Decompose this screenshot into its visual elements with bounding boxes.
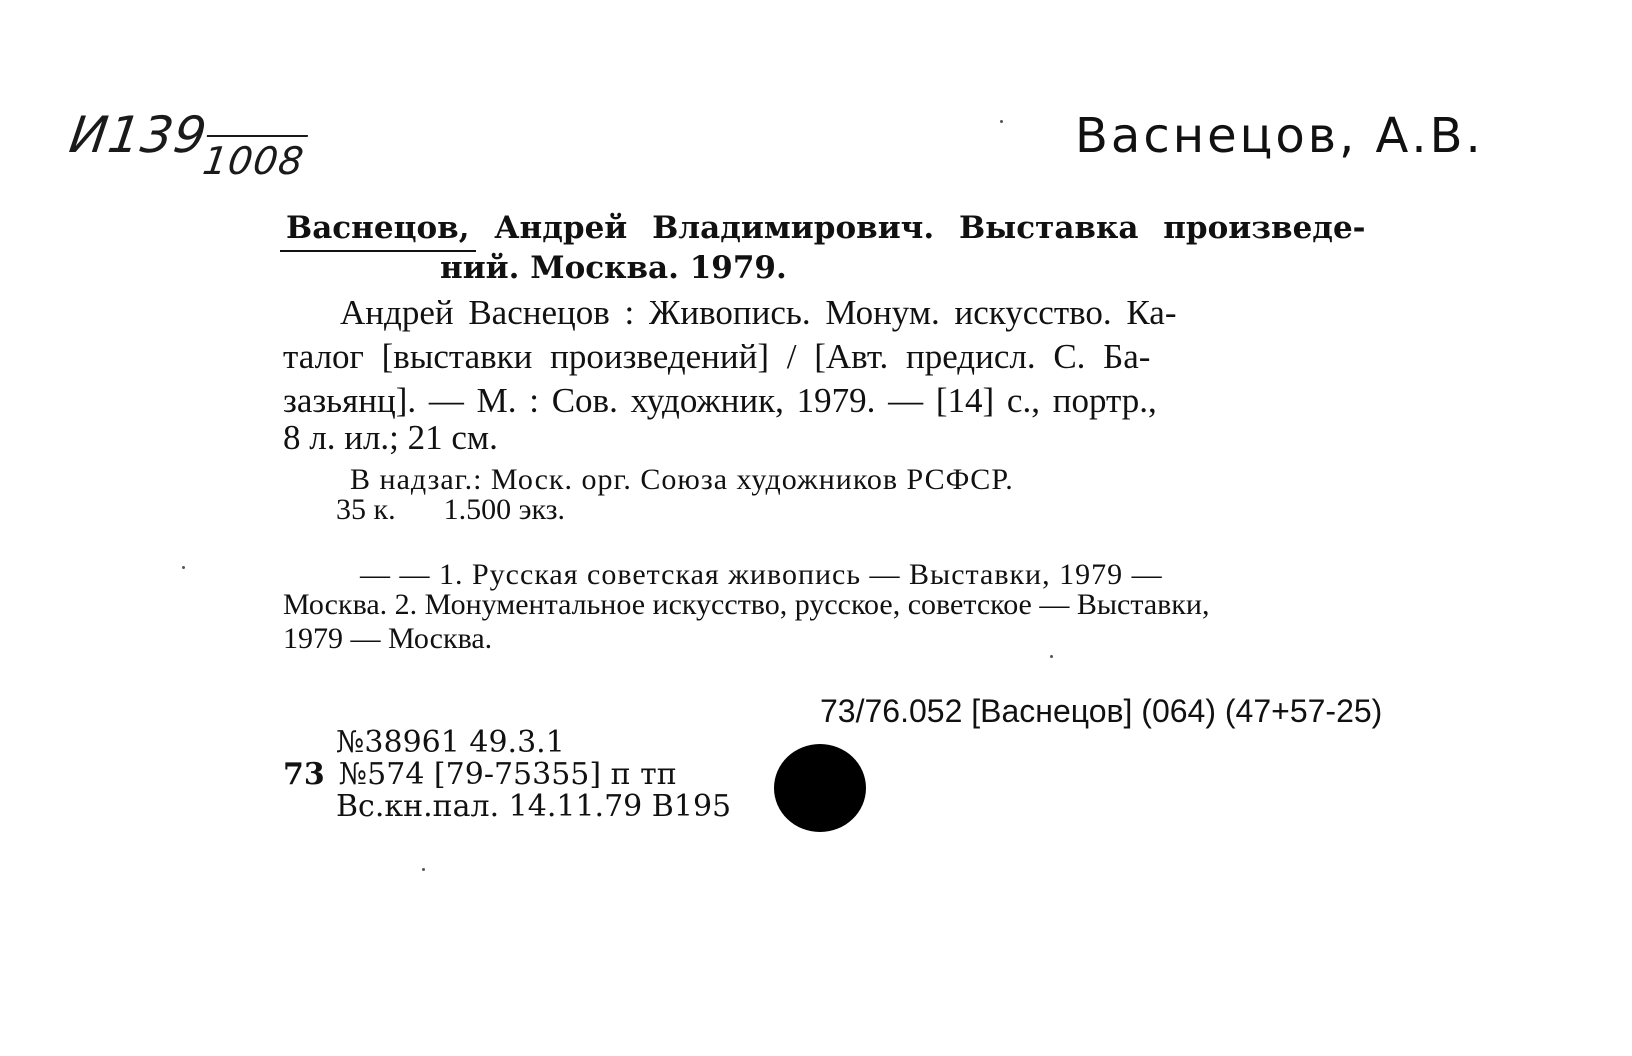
record-line-1: №38961 49.3.1	[336, 725, 565, 760]
record-line-3: Вс.кн.пал. 14.11.79 В195	[336, 789, 732, 824]
heading-author: Васнецов,	[286, 210, 470, 246]
heading-title: Андрей Владимирович. Выставка произведе-	[494, 210, 1366, 246]
copies: 1.500 экз.	[443, 493, 565, 526]
heading-line-1	[286, 210, 1366, 246]
description-line-2: талог [выставки произведений] / [Авт. предисл. С. Ба-	[283, 337, 1151, 376]
classification-index: 73/76.052 [Васнецов] (064) (47+57-25)	[820, 693, 1383, 729]
description-line-4: 8 л. ил.; 21 см.	[283, 418, 498, 457]
author-handwritten: Васнецов, А.В.	[1075, 108, 1484, 164]
punch-hole	[774, 744, 866, 832]
scan-speck	[1050, 655, 1053, 658]
scan-speck	[1000, 120, 1003, 123]
notes-line: В надзаг.: Моск. орг. Союза художников РСФСР.	[350, 463, 1014, 496]
record-line-2	[283, 757, 677, 792]
subjects-line-3: 1979 — Москва.	[283, 622, 493, 655]
call-number-main: И139	[65, 106, 211, 164]
call-number-handwritten	[65, 106, 312, 183]
subjects-line-1: — — 1. Русская советская живопись — Выставки, 1979 —	[360, 558, 1163, 591]
call-number-sub: 1008	[200, 135, 307, 183]
record-prefix: 73	[283, 757, 325, 792]
price-copies-line	[336, 493, 565, 527]
record-number: №574 [79-75355] п тп	[338, 757, 677, 792]
description-line-3: зазьянц]. — М. : Сов. художник, 1979. — [14] с., портр.,	[283, 381, 1157, 420]
description-line-1: Андрей Васнецов : Живопись. Монум. искусство. Ка-	[340, 293, 1177, 332]
scan-speck	[422, 868, 425, 871]
subjects-line-2: Москва. 2. Монументальное искусство, русское, советское — Выставки,	[283, 588, 1210, 621]
price: 35 к.	[336, 493, 396, 526]
scan-speck	[182, 566, 185, 569]
heading-line-2: ний. Москва. 1979.	[440, 250, 787, 286]
